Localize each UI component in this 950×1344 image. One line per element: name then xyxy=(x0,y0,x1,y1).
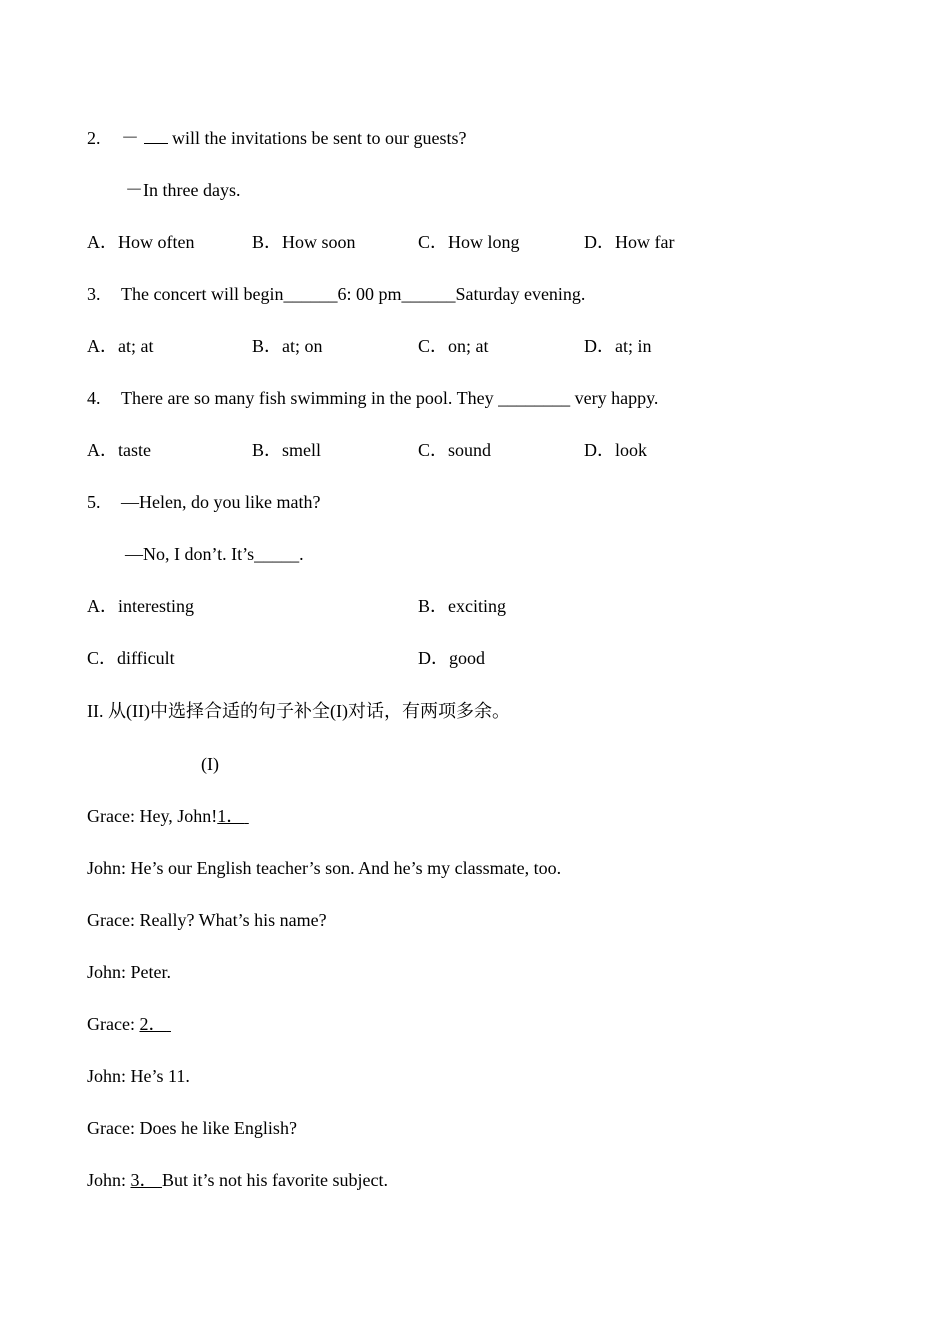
question-2-reply: －In three days. xyxy=(125,180,241,200)
question-4 xyxy=(87,387,658,409)
dialogue-line-2: John: He’s our English teacher’s son. And he’s my classmate, too. xyxy=(87,858,562,878)
option-c: C．How long xyxy=(418,232,520,252)
section-2-title: II. 从(II)中选择合适的句子补全(I)对话，有两项多余。 xyxy=(87,701,510,721)
dialogue-line-3: Grace: Really? What’s his name? xyxy=(87,910,327,930)
question-stem: —Helen, do you like math? xyxy=(121,492,321,512)
dialogue-text: John: xyxy=(87,1170,131,1190)
answer-blank: _____ xyxy=(254,544,300,564)
dialogue-blank-1: 1． xyxy=(217,806,245,826)
dialogue-blank-3: 3． xyxy=(130,1170,158,1190)
option-a: A．interesting xyxy=(87,596,194,616)
dialogue-blank-2: 2． xyxy=(139,1014,167,1034)
question-number: 2. xyxy=(87,128,101,148)
option-a: A．How often xyxy=(87,232,195,252)
question-5 xyxy=(87,491,320,513)
option-c: C．on; at xyxy=(418,336,489,356)
question-stem-part2: 6: 00 pm xyxy=(337,284,402,304)
option-d: D．How far xyxy=(584,232,675,252)
question-5-reply xyxy=(125,543,304,565)
option-d: D．at; in xyxy=(584,336,652,356)
section-2-subheading: (I) xyxy=(201,754,219,774)
question-3 xyxy=(87,283,585,305)
option-d: D．good xyxy=(418,648,485,668)
dialogue-text: Grace: Hey, John! xyxy=(87,806,218,826)
question-stem-part3: Saturday evening. xyxy=(455,284,586,304)
dialogue-line-6: John: He’s 11. xyxy=(87,1066,190,1086)
dialogue-text: Grace: xyxy=(87,1014,140,1034)
dash: － xyxy=(121,128,139,148)
option-c: C．sound xyxy=(418,440,492,460)
option-b: B．How soon xyxy=(252,232,356,252)
reply-end: . xyxy=(299,544,304,564)
question-number: 5. xyxy=(87,492,101,512)
answer-blank: ______ xyxy=(283,284,338,304)
dialogue-line-4: John: Peter. xyxy=(87,962,171,982)
reply-text: —No, I don’t. It’s xyxy=(125,544,255,564)
question-number: 3. xyxy=(87,284,101,304)
dialogue-line-7: Grace: Does he like English? xyxy=(87,1118,297,1138)
option-c: C．difficult xyxy=(87,648,175,668)
option-b: B．exciting xyxy=(418,596,506,616)
question-2 xyxy=(87,127,466,149)
question-stem-part1: The concert will begin xyxy=(121,284,284,304)
option-b: B．at; on xyxy=(252,336,323,356)
option-a: A．at; at xyxy=(87,336,154,356)
answer-blank xyxy=(144,127,168,144)
question-stem: will the invitations be sent to our guests? xyxy=(167,128,467,148)
answer-blank: ______ xyxy=(401,284,456,304)
dialogue-text: But it’s not his favorite subject. xyxy=(162,1170,388,1190)
option-a: A．taste xyxy=(87,440,151,460)
option-d: D．look xyxy=(584,440,647,460)
dialogue-line-5 xyxy=(87,1013,171,1035)
dialogue-line-8 xyxy=(87,1169,388,1191)
question-number: 4. xyxy=(87,388,101,408)
question-stem: There are so many fish swimming in the pool. They ________ very happy. xyxy=(121,388,659,408)
dialogue-line-1 xyxy=(87,805,249,827)
option-b: B．smell xyxy=(252,440,322,460)
